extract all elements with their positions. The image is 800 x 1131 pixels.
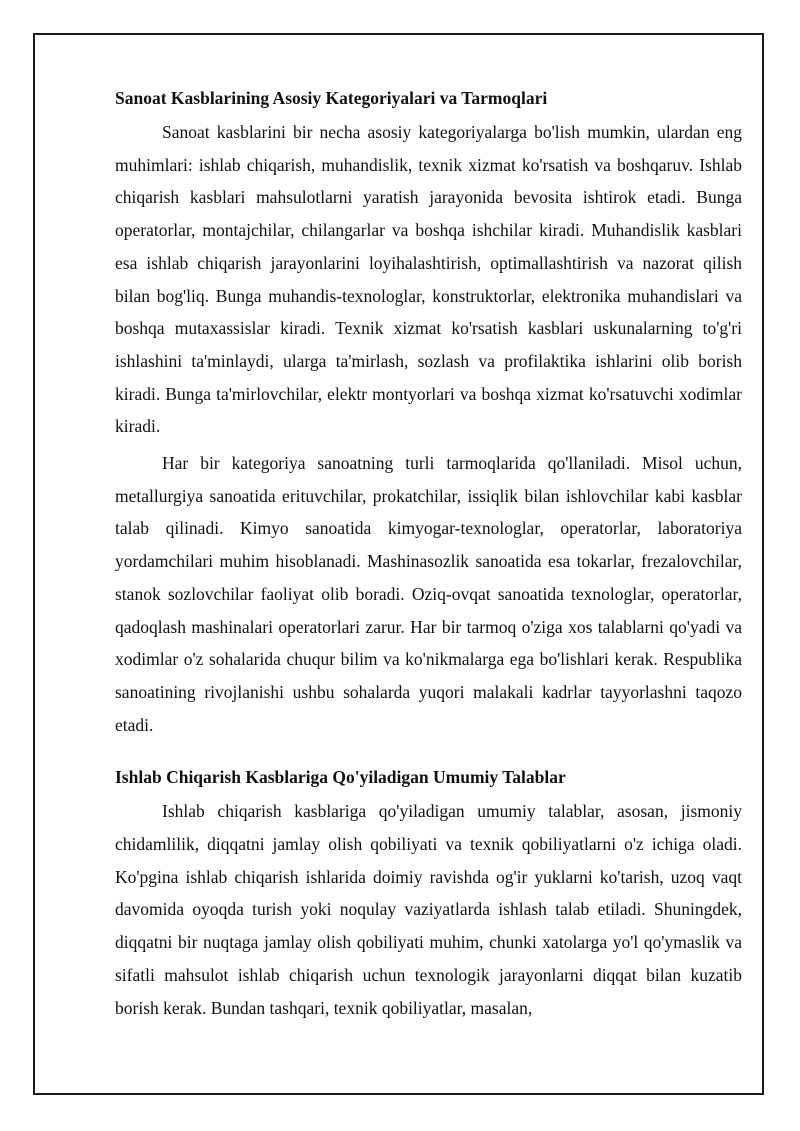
document-body [115,84,742,1024]
section-heading: Ishlab Chiqarish Kasblariga Qo'yiladigan Umumiy Talablar [115,767,566,788]
paragraph: Sanoat kasblarini bir necha asosiy kategoriyalarga bo'lish mumkin, ulardan eng muhimlari: ishlab chiqarish, muhandislik, texnik xizmat ko'rsatish va boshqaruv. Ishlab chiqarish kasblari mahsulotlarni yaratish jarayonida bevosita ishtirok etadi. Bunga operatorlar, montajchilar, chilangarlar va boshqa ishchilar kiradi. Muhandislik kasblari esa ishlab chiqarish jarayonlarini loyihalashtirish, optimallashtirish va nazorat qilish bilan bog'liq. Bunga muhandis-texnologlar, konstruktorlar, elektronika muhandislari va boshqa mutaxassislar kiradi. Texnik xizmat ko'rsatish kasblari uskunalarning to'g'ri ishlashini ta'minlaydi, ularga ta'mirlash, sozlash va profilaktika ishlarini olib borish kiradi. Bunga ta'mirlovchilar, elektr montyorlari va boshqa xizmat ko'rsatuvchi xodimlar kiradi. [115,122,742,437]
paragraph: Har bir kategoriya sanoatning turli tarmoqlarida qo'llaniladi. Misol uchun, metallurgiya sanoatida erituvchilar, prokatchilar, issiqlik bilan ishlovchilar kabi kasblar talab qilinadi. Kimyo sanoatida kimyogar-texnologlar, operatorlar, laboratoriya yordamchilari muhim hisoblanadi. Mashinasozlik sanoatida esa tokarlar, frezalovchilar, stanok sozlovchilar faoliyat olib boradi. Oziq-ovqat sanoatida texnologlar, operatorlar, qadoqlash mashinalari operatorlari zarur. Har bir tarmoq o'ziga xos talablarni qo'yadi va xodimlar o'z sohalarida chuqur bilim va ko'nikmalarga ega bo'lishlari kerak. Respublika sanoatining rivojlanishi ushbu sohalarda yuqori malakali kadrlar tayyorlashni taqozo etadi. [115,453,742,735]
paragraph: Ishlab chiqarish kasblariga qo'yiladigan umumiy talablar, asosan, jismoniy chidamlilik, diqqatni jamlay olish qobiliyati va texnik qobiliyatlarni o'z ichiga oladi. Ko'pgina ishlab chiqarish ishlarida doimiy ravishda og'ir yuklarni ko'tarish, uzoq vaqt davomida oyoqda turish yoki noqulay vaziyatlarda ishlash talab etiladi. Shuningdek, diqqatni bir nuqtaga jamlay olish qobiliyati muhim, chunki xatolarga yo'l qo'ymaslik va sifatli mahsulot ishlab chiqarish uchun texnologik jarayonlarni diqqat bilan kuzatib borish kerak. Bundan tashqari, texnik qobiliyatlar, masalan, [115,801,742,1018]
section-heading: Sanoat Kasblarining Asosiy Kategoriyalari va Tarmoqlari [115,88,548,108]
